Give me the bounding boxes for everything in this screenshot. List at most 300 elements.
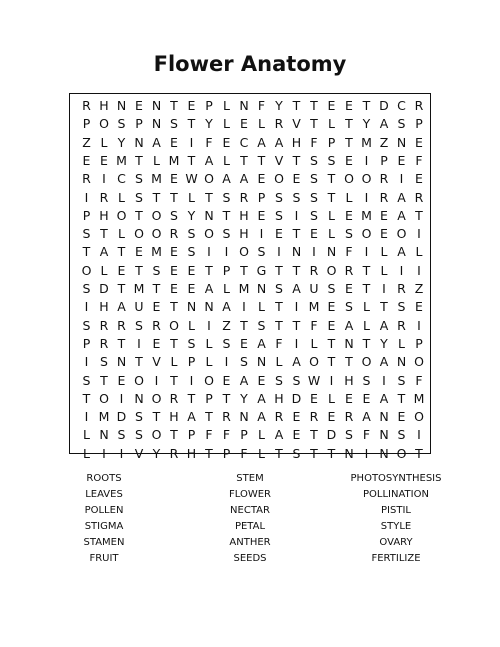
grid-letter[interactable]: I: [417, 317, 421, 333]
grid-letter[interactable]: E: [240, 335, 248, 351]
grid-letter[interactable]: Z: [414, 281, 424, 296]
grid-letter[interactable]: E: [292, 409, 301, 425]
grid-letter[interactable]: T: [292, 152, 301, 168]
grid-letter[interactable]: O: [414, 354, 424, 370]
grid-letter[interactable]: I: [417, 262, 421, 278]
grid-letter[interactable]: T: [327, 354, 336, 370]
grid-letter[interactable]: Y: [362, 116, 371, 132]
grid-letter[interactable]: E: [292, 427, 301, 443]
grid-letter[interactable]: W: [307, 372, 321, 388]
grid-letter[interactable]: U: [134, 299, 144, 315]
grid-letter[interactable]: R: [274, 409, 284, 425]
grid-letter[interactable]: R: [117, 317, 126, 333]
grid-letter[interactable]: T: [257, 152, 266, 168]
grid-letter[interactable]: L: [363, 317, 370, 333]
grid-letter[interactable]: R: [82, 98, 91, 113]
grid-letter[interactable]: M: [308, 299, 320, 315]
grid-letter[interactable]: P: [205, 98, 213, 113]
grid-letter[interactable]: L: [100, 262, 108, 278]
grid-letter[interactable]: T: [152, 281, 161, 296]
grid-letter[interactable]: A: [397, 244, 406, 260]
grid-letter[interactable]: P: [135, 116, 143, 132]
grid-letter[interactable]: A: [379, 354, 389, 370]
grid-letter[interactable]: T: [117, 281, 126, 296]
grid-letter[interactable]: F: [257, 98, 266, 113]
grid-letter[interactable]: S: [292, 189, 301, 205]
grid-letter[interactable]: F: [205, 427, 213, 443]
grid-letter[interactable]: M: [151, 171, 162, 187]
grid-letter[interactable]: S: [135, 171, 143, 187]
grid-letter[interactable]: E: [135, 98, 143, 113]
grid-letter[interactable]: I: [119, 390, 124, 406]
grid-letter[interactable]: T: [240, 317, 248, 333]
grid-letter[interactable]: I: [189, 134, 194, 150]
grid-letter[interactable]: E: [362, 390, 371, 406]
grid-letter[interactable]: Y: [205, 116, 213, 132]
grid-letter[interactable]: N: [239, 409, 249, 425]
grid-letter[interactable]: A: [117, 299, 126, 315]
grid-letter[interactable]: I: [224, 354, 229, 370]
grid-letter[interactable]: T: [187, 152, 196, 168]
grid-letter[interactable]: R: [309, 262, 319, 278]
grid-letter[interactable]: L: [345, 189, 353, 205]
grid-letter[interactable]: T: [117, 244, 126, 260]
grid-letter[interactable]: S: [310, 152, 318, 168]
grid-letter[interactable]: P: [187, 427, 196, 443]
grid-letter[interactable]: M: [361, 207, 372, 223]
grid-letter[interactable]: L: [310, 335, 318, 351]
grid-letter[interactable]: N: [291, 244, 302, 260]
grid-letter[interactable]: E: [117, 262, 126, 278]
grid-letter[interactable]: C: [117, 171, 126, 187]
grid-letter[interactable]: O: [204, 226, 214, 242]
grid-letter[interactable]: A: [99, 244, 109, 260]
grid-letter[interactable]: I: [417, 427, 421, 443]
grid-letter[interactable]: E: [327, 317, 336, 333]
grid-letter[interactable]: O: [361, 354, 372, 370]
grid-letter[interactable]: F: [345, 244, 353, 260]
grid-letter[interactable]: H: [239, 207, 249, 223]
grid-letter[interactable]: T: [310, 427, 318, 443]
grid-letter[interactable]: A: [274, 134, 284, 150]
grid-letter[interactable]: T: [222, 207, 231, 223]
grid-letter[interactable]: T: [327, 445, 336, 461]
grid-letter[interactable]: P: [240, 427, 248, 443]
grid-letter[interactable]: S: [397, 427, 406, 443]
grid-letter[interactable]: L: [223, 98, 230, 113]
grid-letter[interactable]: P: [327, 134, 336, 150]
grid-letter[interactable]: T: [187, 116, 196, 132]
grid-letter[interactable]: I: [294, 299, 299, 315]
grid-letter[interactable]: L: [188, 317, 195, 333]
grid-letter[interactable]: E: [152, 335, 161, 351]
grid-letter[interactable]: E: [257, 207, 266, 223]
grid-letter[interactable]: L: [258, 299, 265, 315]
grid-letter[interactable]: T: [170, 427, 178, 443]
grid-letter[interactable]: L: [170, 354, 178, 370]
grid-letter[interactable]: L: [223, 281, 230, 296]
grid-letter[interactable]: S: [170, 207, 178, 223]
grid-letter[interactable]: L: [258, 445, 265, 461]
grid-letter[interactable]: R: [414, 189, 424, 205]
grid-letter[interactable]: S: [397, 299, 406, 315]
letter-grid[interactable]: [69, 93, 431, 461]
grid-letter[interactable]: A: [274, 427, 284, 443]
grid-letter[interactable]: V: [292, 116, 301, 132]
grid-letter[interactable]: Y: [275, 98, 283, 113]
grid-letter[interactable]: T: [362, 281, 371, 296]
grid-letter[interactable]: D: [326, 427, 337, 443]
grid-letter[interactable]: C: [397, 98, 406, 113]
grid-letter[interactable]: L: [100, 134, 108, 150]
grid-letter[interactable]: T: [170, 335, 178, 351]
grid-letter[interactable]: E: [345, 207, 353, 223]
grid-letter[interactable]: N: [326, 244, 337, 260]
grid-letter[interactable]: S: [275, 372, 283, 388]
grid-letter[interactable]: L: [83, 445, 90, 461]
grid-letter[interactable]: T: [310, 98, 318, 113]
grid-letter[interactable]: A: [397, 189, 406, 205]
grid-letter[interactable]: O: [99, 390, 109, 406]
grid-letter[interactable]: T: [170, 299, 178, 315]
grid-letter[interactable]: L: [205, 354, 213, 370]
grid-letter[interactable]: L: [380, 244, 388, 260]
grid-letter[interactable]: T: [292, 98, 301, 113]
grid-letter[interactable]: N: [396, 354, 407, 370]
grid-letter[interactable]: S: [82, 317, 91, 333]
grid-letter[interactable]: L: [258, 427, 265, 443]
grid-letter[interactable]: R: [379, 189, 389, 205]
grid-letter[interactable]: S: [275, 207, 283, 223]
grid-letter[interactable]: L: [275, 354, 283, 370]
grid-letter[interactable]: E: [345, 152, 353, 168]
grid-letter[interactable]: T: [205, 262, 213, 278]
grid-letter[interactable]: S: [187, 226, 196, 242]
grid-letter[interactable]: E: [310, 390, 318, 406]
grid-letter[interactable]: N: [204, 299, 214, 315]
grid-letter[interactable]: T: [275, 317, 283, 333]
grid-letter[interactable]: O: [134, 372, 144, 388]
grid-letter[interactable]: L: [153, 152, 160, 168]
grid-letter[interactable]: A: [397, 207, 406, 223]
grid-letter[interactable]: S: [292, 445, 301, 461]
grid-letter[interactable]: T: [170, 189, 178, 205]
grid-letter[interactable]: T: [205, 445, 213, 461]
grid-letter[interactable]: N: [256, 354, 267, 370]
grid-letter[interactable]: O: [396, 226, 407, 242]
grid-letter[interactable]: I: [329, 372, 334, 388]
grid-letter[interactable]: R: [99, 317, 109, 333]
grid-letter[interactable]: I: [102, 445, 106, 461]
grid-letter[interactable]: F: [310, 134, 318, 150]
grid-letter[interactable]: N: [204, 207, 214, 223]
grid-letter[interactable]: S: [82, 226, 91, 242]
grid-letter[interactable]: U: [309, 281, 319, 296]
grid-letter[interactable]: T: [152, 189, 161, 205]
grid-letter[interactable]: T: [135, 152, 143, 168]
grid-letter[interactable]: E: [380, 207, 388, 223]
grid-letter[interactable]: R: [397, 317, 406, 333]
grid-letter[interactable]: T: [362, 335, 371, 351]
grid-letter[interactable]: S: [135, 317, 143, 333]
grid-letter[interactable]: O: [169, 317, 179, 333]
grid-letter[interactable]: E: [240, 116, 248, 132]
grid-letter[interactable]: E: [82, 152, 91, 168]
grid-letter[interactable]: T: [275, 262, 283, 278]
grid-letter[interactable]: A: [379, 116, 389, 132]
grid-letter[interactable]: M: [98, 409, 110, 425]
grid-letter[interactable]: E: [327, 299, 336, 315]
grid-letter[interactable]: L: [223, 116, 230, 132]
grid-letter[interactable]: N: [116, 354, 127, 370]
grid-letter[interactable]: N: [99, 427, 109, 443]
grid-letter[interactable]: S: [275, 189, 283, 205]
grid-letter[interactable]: A: [222, 299, 231, 315]
grid-letter[interactable]: H: [274, 390, 284, 406]
grid-letter[interactable]: E: [187, 281, 196, 296]
grid-letter[interactable]: R: [344, 409, 354, 425]
grid-letter[interactable]: S: [152, 262, 161, 278]
grid-letter[interactable]: A: [257, 335, 266, 351]
grid-letter[interactable]: I: [84, 409, 89, 425]
grid-letter[interactable]: Y: [117, 134, 126, 150]
grid-letter[interactable]: Y: [380, 335, 388, 351]
grid-letter[interactable]: I: [189, 372, 194, 388]
grid-letter[interactable]: S: [310, 189, 318, 205]
grid-letter[interactable]: R: [397, 281, 406, 296]
grid-letter[interactable]: P: [205, 390, 213, 406]
grid-letter[interactable]: T: [152, 409, 161, 425]
grid-letter[interactable]: R: [344, 262, 354, 278]
grid-letter[interactable]: S: [257, 317, 266, 333]
grid-letter[interactable]: A: [379, 317, 389, 333]
grid-letter[interactable]: E: [345, 390, 353, 406]
grid-letter[interactable]: L: [328, 390, 335, 406]
grid-letter[interactable]: L: [380, 262, 388, 278]
grid-letter[interactable]: E: [152, 299, 161, 315]
grid-letter[interactable]: E: [100, 152, 108, 168]
grid-letter[interactable]: Z: [222, 317, 231, 333]
grid-letter[interactable]: N: [379, 409, 389, 425]
grid-letter[interactable]: Z: [82, 134, 91, 150]
grid-letter[interactable]: T: [170, 372, 178, 388]
grid-letter[interactable]: L: [83, 427, 90, 443]
grid-letter[interactable]: A: [257, 134, 266, 150]
grid-letter[interactable]: F: [415, 152, 423, 168]
grid-letter[interactable]: S: [292, 372, 301, 388]
grid-letter[interactable]: M: [413, 390, 425, 406]
grid-letter[interactable]: H: [344, 372, 354, 388]
grid-letter[interactable]: Y: [187, 207, 196, 223]
grid-letter[interactable]: O: [344, 171, 354, 187]
grid-letter[interactable]: L: [223, 152, 230, 168]
grid-letter[interactable]: A: [222, 171, 231, 187]
grid-letter[interactable]: E: [275, 226, 283, 242]
grid-letter[interactable]: T: [292, 262, 301, 278]
grid-letter[interactable]: E: [310, 226, 318, 242]
grid-letter[interactable]: F: [222, 427, 231, 443]
grid-letter[interactable]: E: [222, 372, 231, 388]
grid-letter[interactable]: I: [207, 317, 211, 333]
grid-letter[interactable]: L: [398, 335, 405, 351]
grid-letter[interactable]: T: [117, 335, 126, 351]
grid-letter[interactable]: R: [274, 116, 284, 132]
grid-letter[interactable]: E: [170, 171, 178, 187]
grid-letter[interactable]: O: [99, 116, 109, 132]
grid-letter[interactable]: S: [275, 281, 283, 296]
grid-letter[interactable]: S: [82, 281, 91, 296]
grid-letter[interactable]: R: [169, 445, 179, 461]
grid-letter[interactable]: A: [292, 354, 301, 370]
grid-letter[interactable]: R: [99, 189, 109, 205]
grid-letter[interactable]: S: [135, 189, 143, 205]
grid-letter[interactable]: E: [327, 98, 336, 113]
grid-letter[interactable]: T: [275, 299, 283, 315]
grid-letter[interactable]: W: [185, 171, 198, 187]
grid-letter[interactable]: I: [382, 372, 386, 388]
grid-letter[interactable]: F: [310, 317, 318, 333]
grid-letter[interactable]: L: [328, 207, 335, 223]
grid-letter[interactable]: T: [100, 226, 108, 242]
grid-letter[interactable]: A: [379, 390, 389, 406]
grid-letter[interactable]: P: [222, 262, 231, 278]
grid-letter[interactable]: I: [84, 299, 89, 315]
grid-letter[interactable]: A: [362, 409, 371, 425]
grid-letter[interactable]: S: [345, 226, 353, 242]
grid-letter[interactable]: T: [415, 207, 423, 223]
grid-letter[interactable]: E: [327, 409, 336, 425]
grid-letter[interactable]: T: [135, 262, 143, 278]
grid-letter[interactable]: S: [327, 152, 336, 168]
grid-letter[interactable]: T: [327, 189, 336, 205]
grid-letter[interactable]: E: [170, 244, 178, 260]
grid-letter[interactable]: M: [238, 281, 250, 296]
grid-letter[interactable]: S: [310, 171, 318, 187]
grid-letter[interactable]: N: [134, 390, 144, 406]
grid-letter[interactable]: E: [345, 98, 353, 113]
grid-letter[interactable]: N: [239, 98, 249, 113]
grid-letter[interactable]: T: [397, 390, 406, 406]
grid-letter[interactable]: E: [187, 262, 196, 278]
grid-letter[interactable]: S: [135, 409, 143, 425]
grid-letter[interactable]: S: [135, 427, 143, 443]
grid-letter[interactable]: Z: [379, 134, 389, 150]
grid-letter[interactable]: T: [415, 445, 423, 461]
grid-letter[interactable]: H: [239, 226, 249, 242]
grid-letter[interactable]: T: [82, 244, 91, 260]
grid-letter[interactable]: E: [222, 134, 231, 150]
grid-letter[interactable]: T: [82, 390, 91, 406]
grid-letter[interactable]: M: [151, 244, 162, 260]
grid-letter[interactable]: N: [151, 98, 162, 113]
grid-letter[interactable]: P: [82, 116, 91, 132]
grid-letter[interactable]: O: [204, 372, 214, 388]
grid-letter[interactable]: F: [205, 134, 213, 150]
grid-letter[interactable]: T: [100, 372, 108, 388]
grid-letter[interactable]: P: [82, 335, 91, 351]
grid-letter[interactable]: H: [169, 409, 179, 425]
grid-letter[interactable]: S: [170, 116, 178, 132]
grid-letter[interactable]: M: [133, 281, 145, 296]
grid-letter[interactable]: I: [364, 445, 369, 461]
grid-letter[interactable]: E: [415, 171, 423, 187]
grid-letter[interactable]: R: [152, 317, 161, 333]
grid-letter[interactable]: T: [327, 171, 336, 187]
grid-letter[interactable]: A: [204, 281, 214, 296]
grid-letter[interactable]: T: [380, 299, 388, 315]
grid-letter[interactable]: S: [117, 116, 126, 132]
grid-letter[interactable]: T: [327, 335, 336, 351]
grid-letter[interactable]: I: [207, 244, 211, 260]
grid-letter[interactable]: R: [414, 98, 424, 113]
grid-letter[interactable]: S: [82, 372, 91, 388]
grid-letter[interactable]: E: [257, 171, 266, 187]
grid-letter[interactable]: R: [222, 409, 231, 425]
grid-letter[interactable]: T: [292, 317, 301, 333]
grid-letter[interactable]: S: [222, 226, 231, 242]
grid-letter[interactable]: S: [240, 354, 248, 370]
grid-letter[interactable]: I: [294, 335, 299, 351]
grid-letter[interactable]: S: [222, 189, 231, 205]
grid-letter[interactable]: T: [222, 390, 231, 406]
grid-letter[interactable]: T: [205, 189, 213, 205]
grid-letter[interactable]: O: [151, 226, 162, 242]
grid-letter[interactable]: I: [399, 262, 404, 278]
grid-letter[interactable]: I: [277, 244, 281, 260]
grid-letter[interactable]: V: [274, 152, 284, 168]
grid-letter[interactable]: O: [361, 226, 372, 242]
grid-letter[interactable]: H: [99, 207, 109, 223]
grid-letter[interactable]: O: [116, 207, 127, 223]
grid-letter[interactable]: A: [292, 281, 301, 296]
grid-letter[interactable]: R: [169, 226, 179, 242]
grid-letter[interactable]: T: [292, 226, 301, 242]
grid-letter[interactable]: N: [379, 427, 389, 443]
grid-letter[interactable]: E: [170, 281, 178, 296]
grid-letter[interactable]: Y: [240, 390, 248, 406]
grid-letter[interactable]: L: [188, 189, 195, 205]
grid-letter[interactable]: N: [116, 98, 127, 113]
grid-letter[interactable]: T: [362, 98, 371, 113]
grid-letter[interactable]: I: [364, 189, 369, 205]
grid-letter[interactable]: L: [415, 244, 423, 260]
grid-letter[interactable]: E: [380, 226, 388, 242]
grid-letter[interactable]: P: [222, 445, 231, 461]
grid-letter[interactable]: O: [151, 207, 162, 223]
grid-letter[interactable]: P: [257, 189, 266, 205]
grid-letter[interactable]: N: [186, 299, 197, 315]
grid-letter[interactable]: L: [328, 226, 335, 242]
grid-letter[interactable]: A: [344, 317, 354, 333]
grid-letter[interactable]: N: [396, 134, 407, 150]
grid-letter[interactable]: I: [137, 335, 141, 351]
grid-letter[interactable]: S: [327, 281, 336, 296]
grid-letter[interactable]: I: [364, 244, 369, 260]
grid-letter[interactable]: F: [362, 427, 371, 443]
grid-letter[interactable]: S: [187, 335, 196, 351]
grid-letter[interactable]: S: [362, 372, 371, 388]
grid-letter[interactable]: A: [204, 152, 214, 168]
grid-letter[interactable]: T: [205, 409, 213, 425]
grid-letter[interactable]: A: [187, 409, 196, 425]
grid-letter[interactable]: A: [257, 409, 266, 425]
grid-letter[interactable]: R: [309, 409, 319, 425]
grid-letter[interactable]: P: [380, 152, 388, 168]
grid-letter[interactable]: P: [82, 207, 91, 223]
grid-letter[interactable]: L: [328, 116, 335, 132]
grid-letter[interactable]: I: [84, 354, 89, 370]
grid-letter[interactable]: M: [116, 152, 127, 168]
